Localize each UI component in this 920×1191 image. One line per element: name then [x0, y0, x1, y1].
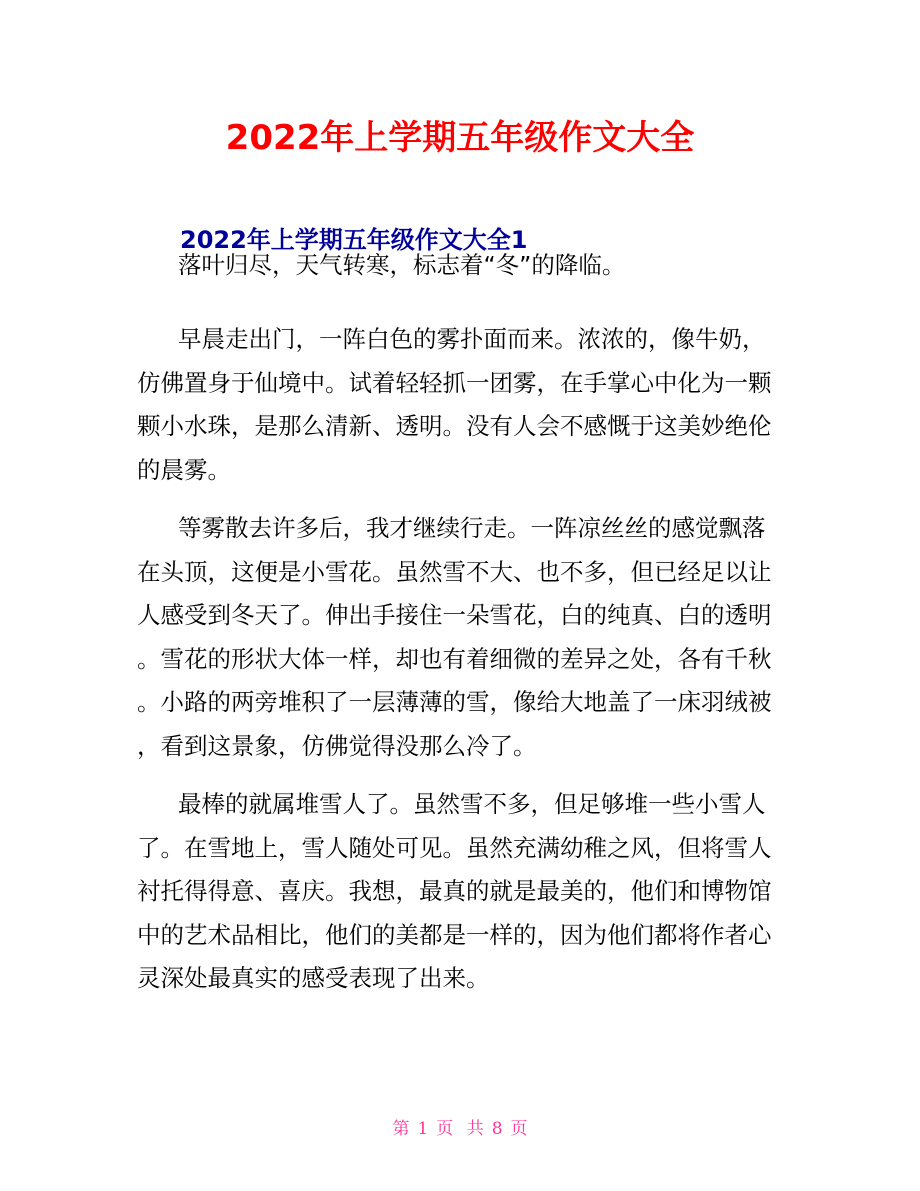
text-line: 。小路的两旁堆积了一层薄薄的雪，像给大地盖了一床羽绒被	[137, 688, 772, 716]
text-line: 落叶归尽，天气转寒，标志着“冬”的降临。	[178, 251, 626, 279]
paragraph-1	[137, 244, 787, 288]
text-line: 衬托得得意、喜庆。我想，最真的就是最美的，他们和博物馆	[137, 877, 772, 905]
paragraph-2	[137, 318, 787, 492]
text-line: 在头顶，这便是小雪花。虽然雪不大、也不多，但已经足以让	[137, 557, 772, 586]
text-line: 了。在雪地上，雪人随处可见。虽然充满幼稚之风，但将雪人	[137, 833, 772, 862]
text-line: 早晨走出门，一阵白色的雾扑面而来。浓浓的，像牛奶，	[178, 325, 766, 353]
current-page-number: 1	[417, 1119, 429, 1139]
paragraph-3	[137, 507, 787, 768]
text-line: 灵深处最真实的感受表现了出来。	[137, 964, 490, 992]
footer-suffix: 页	[510, 1119, 528, 1139]
page-footer	[0, 1114, 920, 1139]
section-heading: 2022年上学期五年级作文大全1	[180, 226, 528, 254]
paragraph-4	[137, 783, 787, 1001]
text-line: 最棒的就属堆雪人了。虽然雪不多，但足够堆一些小雪人	[178, 790, 766, 818]
text-line: 的晨雾。	[137, 455, 231, 484]
footer-mid: 页 共	[436, 1119, 484, 1139]
text-line: 人感受到冬天了。伸出手接住一朵雪花，白的纯真、白的透明	[137, 601, 772, 629]
text-line: 等雾散去许多后，我才继续行走。一阵凉丝丝的感觉飘落	[178, 514, 766, 542]
text-line: 仿佛置身于仙境中。试着轻轻抓一团雾，在手掌心中化为一颗	[137, 368, 772, 397]
text-line: 颗小水珠，是那么清新、透明。没有人会不感慨于这美妙绝伦	[137, 412, 772, 440]
text-line: 中的艺术品相比，他们的美都是一样的，因为他们都将作者心	[137, 920, 772, 949]
document-title: 2022年上学期五年级作文大全	[225, 118, 695, 158]
footer-prefix: 第	[392, 1119, 410, 1139]
total-page-count: 8	[491, 1119, 503, 1139]
text-line: 。雪花的形状大体一样，却也有着细微的差异之处，各有千秋	[137, 644, 772, 673]
text-line: ，看到这景象，仿佛觉得没那么冷了。	[137, 731, 537, 760]
